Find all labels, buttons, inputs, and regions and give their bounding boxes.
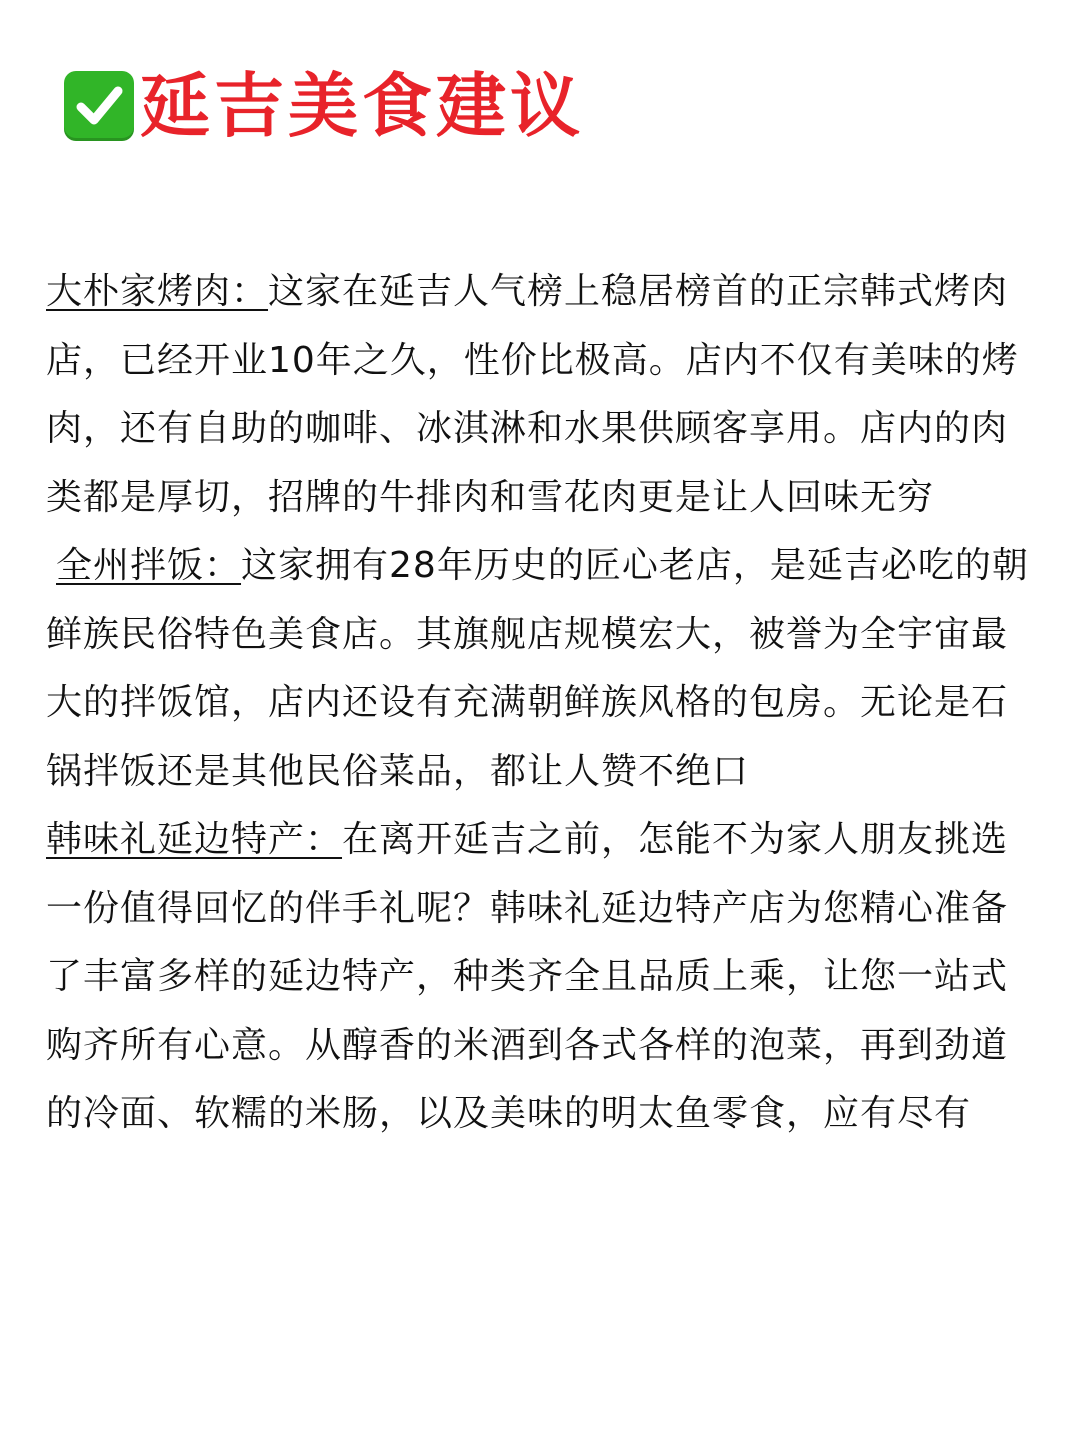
restaurant-description: 这家拥有28年历史的匠心老店，是延吉必吃的朝鲜族民俗特色美食店。其旗舰店规模宏大，被誉为全宇宙最大的拌饭馆，店内还设有充满朝鲜族风格的包房。无论是石锅拌饭还是其他民俗菜品，都让人赞不绝口: [46, 545, 1029, 792]
recommendation-item: [46, 532, 1036, 806]
shop-description: 在离开延吉之前，怎能不为家人朋友挑选一份值得回忆的伴手礼呢？韩味礼延边特产店为您精心准备了丰富多样的延边特产，种类齐全且品质上乘，让您一站式购齐所有心意。从醇香的米酒到各式各样的泡菜，再到劲道的冷面、软糯的米肠，以及美味的明太鱼零食，应有尽有: [46, 819, 1009, 1134]
restaurant-name: 大朴家烤肉：: [46, 271, 269, 312]
recommendation-item: [46, 806, 1036, 1149]
check-mark-button-icon: [64, 71, 134, 141]
restaurant-description: 这家在延吉人气榜上稳居榜首的正宗韩式烤肉店，已经开业10年之久，性价比极高。店内不仅有美味的烤肉，还有自助的咖啡、冰淇淋和水果供顾客享用。店内的肉类都是厚切，招牌的牛排肉和雪花肉更是让人回味无穷: [46, 271, 1019, 518]
page-title: 延吉美食建议: [140, 65, 584, 147]
recommendation-item: [46, 258, 1036, 532]
shop-name: 韩味礼延边特产：: [46, 819, 343, 860]
restaurant-name: 全州拌饭：: [56, 545, 242, 586]
recommendation-list: [46, 258, 1036, 1149]
page-header: [64, 62, 584, 150]
